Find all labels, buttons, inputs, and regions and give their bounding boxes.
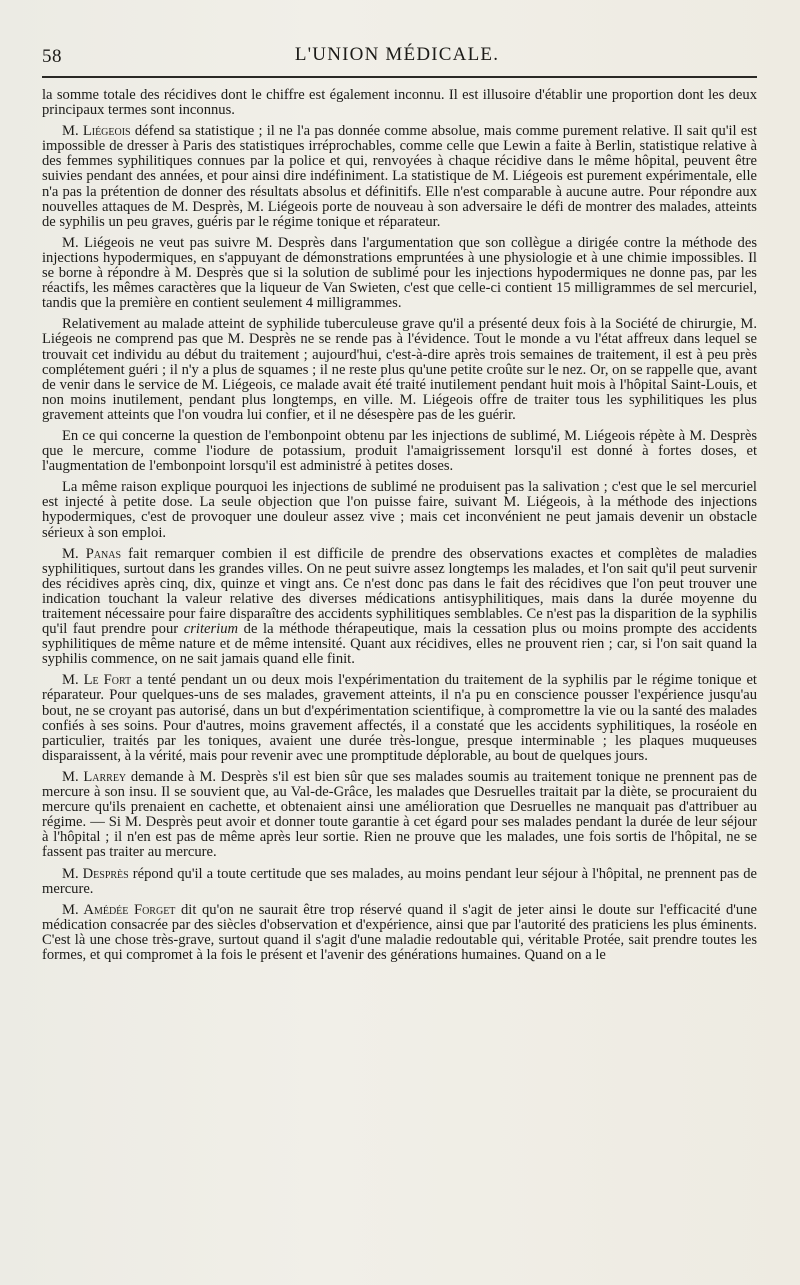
paragraph-text: Relativement au malade atteint de syphilide tuberculeuse grave qu'il a présenté deux fois à la Société de chirurgie, M. Liégeois ne comprend pas que M. Desprès ne se rende pas à l'évidence. Tout le monde a vu l'état affreux dans lequel se trouvait cet individu au début du traitement ; aujourd'hui, c'est-à-dire après trois semaines de traitement, il est à peu près complétement guéri ; il n'y a plus de squames ; il ne reste plus qu'une petite croûte sur le nez. Or, on se rappelle que, avant de venir dans le service de M. Liégeois, ce malade avait été traité inutilement pendant huit mois à l'hôpital Saint-Louis, et non moins inutilement, pendant plus longtemps, en ville. M. Liégeois offre de traiter tous les syphilitiques les plus gravement atteints que l'on voudra lui confier, et il ne désespère pas de les guérir. xyxy=(42,316,757,423)
paragraph-text: a tenté pendant un ou deux mois l'expérimentation du traitement de la syphilis par le régime tonique et réparateur. Pour quelques-uns de ses malades, gravement atteints, il n'a pu en conscience pousser l'expérience jusqu'au bout, ne se croyant pas autorisé, dans un but d'expérimentation scientifique, à compromettre la vie ou la santé des malades confiés à ses soins. Pour d'autres, moins gravement affectés, il a constaté que les accidents syphilitiques, la roséole en particulier, traités par les toniques, avaient une durée très-longue, presque interminable ; les plaques muqueuses disparaissent, à la vérité, mais pour revenir avec une promptitude déplorable, au bout de quelques jours. xyxy=(42,672,757,764)
speaker-name: M. Amédée Forget xyxy=(62,901,176,918)
paragraph-text: fait remarquer combien il est difficile de prendre des observations exactes et complètes de maladies syphilitiques, surtout dans les grandes villes. On ne peut suivre assez longtemps les malades, et l'on sait qu'il peut survenir des récidives après cinq, dix, quinze et vingt ans. Ce n'est donc pas dans le fait des récidives que l'on peut trouver une indication touchant la valeur relative des diverses médications antisyphilitiques, mais dans la durée moyenne du traitement nécessaire pour faire disparaître des accidents syphilitiques semblables. Ce n'est pas la disparition de la syphilis qu'il faut prendre pour xyxy=(42,545,757,638)
italic-term: criterium xyxy=(183,621,239,638)
paragraph-text: En ce qui concerne la question de l'embonpoint obtenu par les injections de sublimé, M. Liégeois répète à M. Desprès que le mercure, comme l'iodure de potassium, produit l'amaigrissement lorsqu'il est donné à fortes doses, et l'augmentation de l'embonpoint lorsqu'il est administré à petites doses. xyxy=(42,427,757,475)
paragraph-text: demande à M. Desprès s'il est bien sûr que ses malades soumis au traitement tonique ne prennent pas de mercure à son insu. Il se souvient que, au Val-de-Grâce, les malades que Desruelles traitait par la diète, se procuraient du mercure qu'ils prenaient en cachette, et obtenaient ainsi une amélioration que Desruelles ne manquait pas d'attribuer au régime. — Si M. Desprès peut avoir et donner toute garantie à cet égard pour ses malades pendant la durée de leur séjour à l'hôpital ; il n'en est pas de même après leur sortie. Rien ne prouve que les malades, une fois sortis de l'hôpital, ne se fassent pas traiter au mercure. xyxy=(42,768,757,861)
paragraph-text: dit qu'on ne saurait être trop réservé quand il s'agit de jeter ainsi le doute sur l'efficacité d'une médication consacrée par des siècles d'observation et d'expérience, ainsi que par l'autorité des praticiens les plus éminents. C'est là une chose très-grave, surtout quand il s'agit d'une maladie redoutable qui, véritable Protée, sait prendre toutes les formes, et qui compromet à la fois le présent et l'avenir des générations humaines. Quand on a le xyxy=(42,901,757,963)
paragraph-text: répond qu'il a toute certitude que ses malades, au moins pendant leur séjour à l'hôpital, ne prennent pas de mercure. xyxy=(42,865,757,897)
paragraph xyxy=(42,770,757,861)
paragraph-text: la somme totale des récidives dont le chiffre est également inconnu. Il est illusoire d'établir une proportion dont les deux principaux termes sont inconnus. xyxy=(42,88,757,119)
speaker-name: M. Panas xyxy=(62,545,122,562)
paragraph xyxy=(42,867,757,897)
paragraph xyxy=(42,673,757,764)
paragraph xyxy=(42,903,757,963)
paragraph xyxy=(42,317,757,423)
paragraph xyxy=(42,236,757,311)
speaker-name: M. Liégeois xyxy=(62,123,131,140)
header-rule xyxy=(42,76,757,78)
paragraph xyxy=(42,88,757,118)
page-number: 58 xyxy=(42,46,62,67)
paragraph-text-tail: de la méthode thérapeutique, mais la cessation plus ou moins prompte des accidents syphilitiques de même nature et de même intensité. Quant aux récidives, elles ne prouvent rien ; car, si l'on sait quand la syphilis commence, on ne sait jamais quand elle finit. xyxy=(42,621,757,668)
paragraph xyxy=(42,429,757,474)
speaker-name: M. Le Fort xyxy=(62,672,132,689)
speaker-name: M. Desprès xyxy=(62,865,129,882)
paragraph-text: défend sa statistique ; il ne l'a pas donnée comme absolue, mais comme purement relative. Il sait qu'il est impossible de dresser à Paris des statistiques irréprochables, comme celle que Lewin a faite à Berlin, statistique relative à des femmes syphilitiques connues par la police et qui, renvoyées à chaque récidive dans le même hôpital, peuvent être suivies pendant des années, et pour ainsi dire indéfiniment. La statistique de M. Liégeois est purement expérimentale, elle n'a pas la prétention de donner des résultats absolus et définitifs. Elle n'est comparable à aucune autre. Pour répondre aux nouvelles attaques de M. Desprès, M. Liégeois porte de nouveau à son adversaire le défi de montrer des malades, atteints de syphilis un peu graves, guéris par le régime tonique et réparateur. xyxy=(42,123,757,230)
body-text xyxy=(42,88,757,1263)
paragraph xyxy=(42,480,757,540)
speaker-name: M. Larrey xyxy=(62,768,127,785)
paragraph-text: M. Liégeois ne veut pas suivre M. Desprès dans l'argumentation que son collègue a dirigée contre la méthode des injections hypodermiques, en s'appuyant de démonstrations empruntées à une physiologie et à une chimie impossibles. Il se borne à répondre à M. Desprès que si la solution de sublimé pour les injections hypodermiques ne donne pas, par les réactifs, les mêmes caractères que la liqueur de Van Swieten, c'est que celle-ci contient 15 milligrammes de sel mercuriel, tandis que la première en contient seulement 4 milligrammes. xyxy=(42,234,757,312)
paragraph xyxy=(42,547,757,668)
running-title: L'UNION MÉDICALE. xyxy=(294,44,500,65)
paragraph-text: La même raison explique pourquoi les injections de sublimé ne produisent pas la salivation ; c'est que le sel mercuriel est injecté à petite dose. La seule objection que l'on puisse faire, suivant M. Liégeois, à la méthode des injections hypodermiques, c'est de provoquer une douleur assez vive ; mais cet inconvénient ne peut jamais devenir un obstacle sérieux à son emploi. xyxy=(42,479,757,541)
page-header xyxy=(42,42,752,76)
paragraph xyxy=(42,124,757,230)
